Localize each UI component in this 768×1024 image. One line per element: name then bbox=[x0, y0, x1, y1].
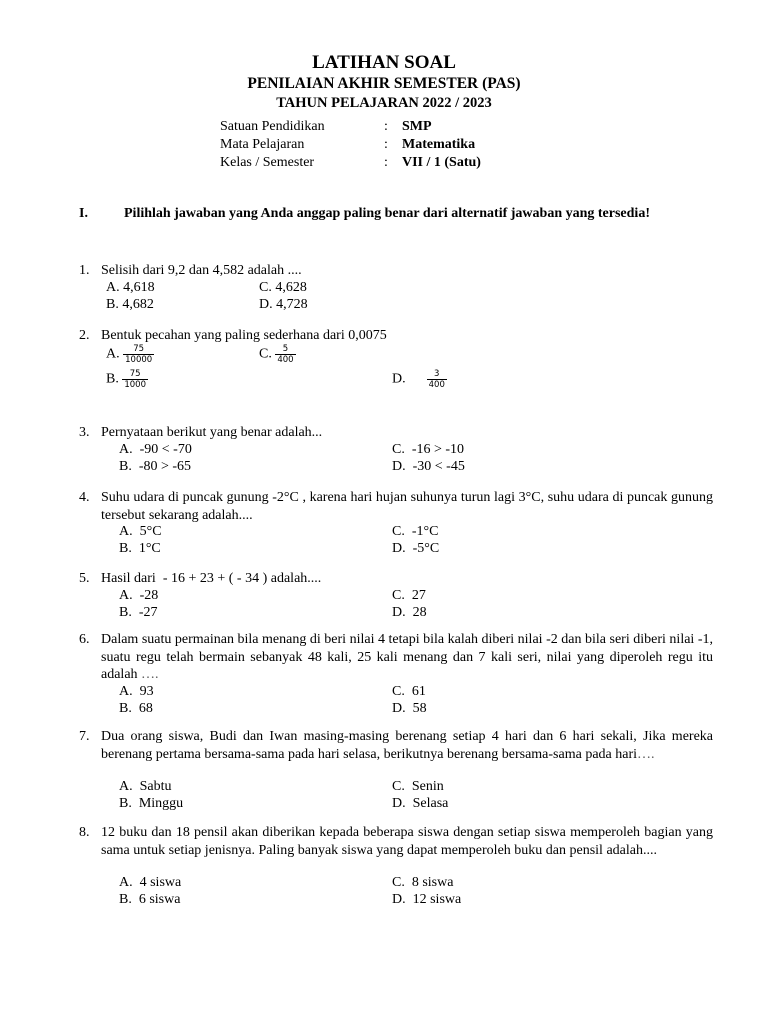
fraction bbox=[122, 369, 148, 390]
meta-label: Mata Pelajaran bbox=[220, 137, 305, 152]
option-letter: A. bbox=[106, 346, 120, 362]
fraction bbox=[123, 344, 154, 365]
question-text: Bentuk pecahan yang paling sederhana dari 0,0075 bbox=[101, 328, 387, 343]
question-number: 6. bbox=[79, 632, 90, 647]
question-number: 8. bbox=[79, 825, 90, 840]
ellipsis: …. bbox=[637, 746, 655, 762]
meta-separator: : bbox=[384, 155, 388, 170]
denominator: 400 bbox=[277, 355, 294, 365]
numerator: 3 bbox=[434, 369, 440, 379]
option-a[interactable] bbox=[106, 344, 154, 365]
option-c[interactable] bbox=[259, 344, 296, 365]
question-number: 1. bbox=[79, 263, 90, 278]
option-c[interactable]: C. -16 > -10 bbox=[392, 442, 465, 457]
denominator: 10000 bbox=[125, 355, 153, 365]
section-number: I. bbox=[79, 206, 88, 221]
option-b[interactable] bbox=[106, 369, 148, 390]
option-c[interactable]: C. 27 bbox=[392, 588, 426, 603]
fraction bbox=[427, 369, 447, 390]
option-c[interactable]: C. 8 siswa bbox=[392, 875, 454, 890]
option-a[interactable]: A. Sabtu bbox=[119, 779, 172, 794]
question-number: 4. bbox=[79, 490, 90, 505]
option-c[interactable]: C. 4,628 bbox=[259, 280, 307, 295]
option-d[interactable]: D. -5°C bbox=[392, 541, 440, 556]
option-d[interactable]: D. 58 bbox=[392, 701, 427, 716]
question-text: Suhu udara di puncak gunung -2°C , karena hari hujan suhunya turun lagi 3°C, suhu udara di puncak gunung tersebut sekarang adalah.... bbox=[101, 490, 713, 523]
question-text bbox=[101, 728, 713, 763]
option-c[interactable]: C. 61 bbox=[392, 684, 426, 699]
option-b[interactable]: B. 1°C bbox=[119, 541, 161, 556]
page-subtitle: PENILAIAN AKHIR SEMESTER (PAS) bbox=[247, 75, 521, 92]
denominator: 1000 bbox=[124, 380, 146, 390]
question-text bbox=[101, 631, 713, 684]
ellipsis: …. bbox=[137, 667, 159, 682]
option-c[interactable]: C. Senin bbox=[392, 779, 444, 794]
question-body: Dalam suatu permainan bila menang di beri nilai 4 tetapi bila kalah diberi nilai -2 dan bila seri diberi nilai -1, suatu regu telah bermain sebanyak 48 kali, 25 kali menang dan 7 kali seri, nilai yang diperoleh regu itu adalah bbox=[101, 632, 713, 682]
meta-separator: : bbox=[384, 137, 388, 152]
meta-label: Kelas / Semester bbox=[220, 155, 315, 170]
option-b[interactable]: B. Minggu bbox=[119, 796, 184, 811]
option-c[interactable]: C. -1°C bbox=[392, 524, 439, 539]
numerator: 75 bbox=[129, 369, 141, 379]
question-text: Pernyataan berikut yang benar adalah... bbox=[101, 425, 323, 440]
option-a[interactable]: A. 93 bbox=[119, 684, 154, 699]
meta-separator: : bbox=[384, 119, 388, 134]
section-instruction: Pilihlah jawaban yang Anda anggap paling benar dari alternatif jawaban yang tersedia! bbox=[124, 206, 650, 221]
option-a[interactable]: A. 4 siswa bbox=[119, 875, 182, 890]
option-d[interactable] bbox=[392, 369, 447, 390]
option-d[interactable]: D. Selasa bbox=[392, 796, 449, 811]
meta-value: Matematika bbox=[402, 137, 476, 152]
option-a[interactable]: A. -90 < -70 bbox=[119, 442, 192, 457]
option-b[interactable]: B. 6 siswa bbox=[119, 892, 181, 907]
page-title: LATIHAN SOAL bbox=[312, 52, 456, 73]
option-letter: C. bbox=[259, 346, 272, 362]
option-d[interactable]: D. -30 < -45 bbox=[392, 459, 465, 474]
numerator: 75 bbox=[133, 344, 145, 354]
question-text: Selisih dari 9,2 dan 4,582 adalah .... bbox=[101, 263, 302, 278]
meta-label: Satuan Pendidikan bbox=[220, 119, 325, 134]
meta-value: SMP bbox=[402, 119, 432, 134]
option-b[interactable]: B. 68 bbox=[119, 701, 153, 716]
option-a[interactable]: A. 5°C bbox=[119, 524, 162, 539]
meta-value: VII / 1 (Satu) bbox=[402, 155, 481, 170]
question-body: Dua orang siswa, Budi dan Iwan masing-masing berenang setiap 4 hari dan 6 hari sekali, Jika mereka berenang pertama bersama-sama pada hari selasa, berikutnya berenang bersama-sama pada hari bbox=[101, 729, 713, 762]
option-a[interactable]: A. 4,618 bbox=[106, 280, 155, 295]
option-b[interactable]: B. 4,682 bbox=[106, 297, 154, 312]
question-number: 5. bbox=[79, 571, 90, 586]
option-letter: B. bbox=[106, 371, 119, 387]
option-d[interactable]: D. 4,728 bbox=[259, 297, 308, 312]
question-number: 7. bbox=[79, 729, 90, 744]
question-text: Hasil dari - 16 + 23 + ( - 34 ) adalah.... bbox=[101, 571, 322, 586]
denominator: 400 bbox=[428, 380, 445, 390]
fraction bbox=[275, 344, 295, 365]
numerator: 5 bbox=[282, 344, 289, 354]
option-b[interactable]: B. -27 bbox=[119, 605, 158, 620]
academic-year: TAHUN PELAJARAN 2022 / 2023 bbox=[276, 95, 492, 111]
option-b[interactable]: B. -80 > -65 bbox=[119, 459, 192, 474]
question-number: 3. bbox=[79, 425, 90, 440]
option-d[interactable]: D. 12 siswa bbox=[392, 892, 462, 907]
option-letter: D. bbox=[392, 371, 406, 387]
option-a[interactable]: A. -28 bbox=[119, 588, 159, 603]
option-d[interactable]: D. 28 bbox=[392, 605, 427, 620]
question-text: 12 buku dan 18 pensil akan diberikan kepada beberapa siswa dengan setiap siswa memperoleh bagian yang sama untuk setiap jenisnya. Paling banyak siswa yang dapat memperoleh buku dan pensil adalah.... bbox=[101, 825, 713, 858]
question-number: 2. bbox=[79, 328, 90, 343]
